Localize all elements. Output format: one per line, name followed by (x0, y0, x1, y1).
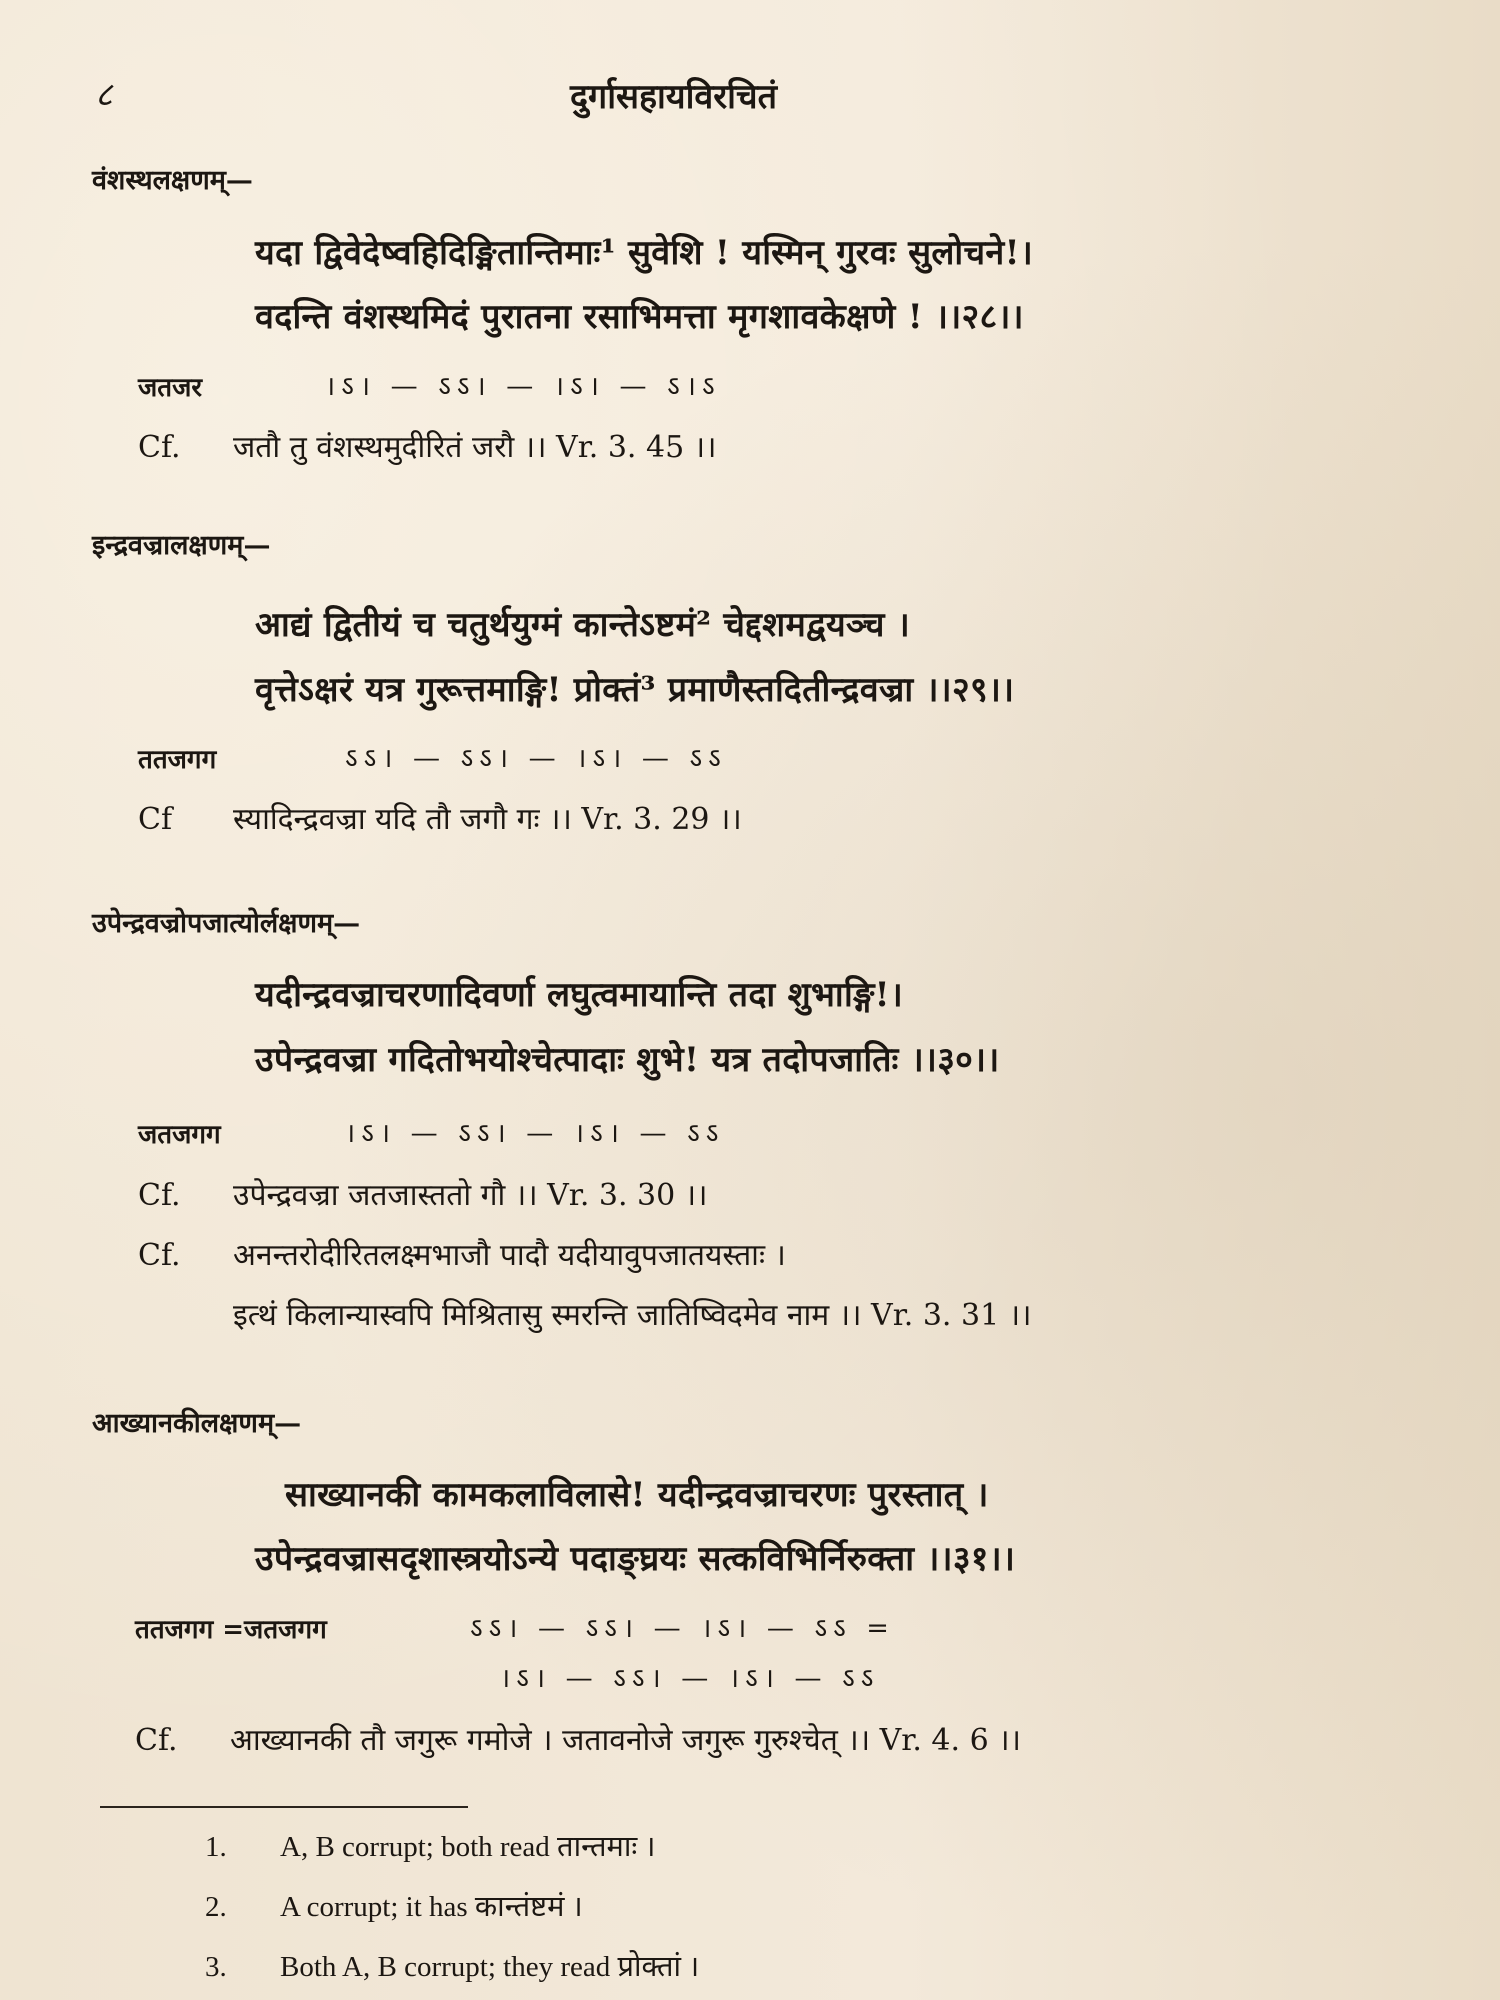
section-heading: वंशस्थलक्षणम्— (92, 165, 253, 196)
cf-line (138, 1173, 708, 1214)
scansion: ।ऽ। — ऽऽ। — ।ऽ। — ऽऽ (345, 1118, 725, 1149)
running-title: दुर्गासहायविरचितं (570, 77, 777, 117)
footnote-text: A corrupt; it has कान्तंष्टमं । (280, 1891, 583, 1923)
section-heading: इन्द्रवज्रालक्षणम्— (92, 530, 271, 561)
cf-line (233, 1293, 1031, 1334)
scansion: ।ऽ। — ऽऽ। — ।ऽ। — ऽ।ऽ (325, 371, 721, 402)
verse-line: उपेन्द्रवज्रासदृशास्त्रयोऽन्ये पदाङ्घ्रयः सत्कविभिर्निरुक्ता ।।३१।। (255, 1539, 1016, 1579)
cf-label: Cf. (138, 430, 181, 465)
cf-text: जतौ तु वंशस्थमुदीरितं जरौ ।। Vr. 3. 45 ।। (233, 430, 717, 465)
footnote (205, 1826, 656, 1865)
verse-line: वदन्ति वंशस्थमिदं पुरातना रसाभिमत्ता मृगशावकेक्षणे ! ।।२८।। (255, 297, 1024, 337)
verse-line: आद्यं द्वितीयं च चतुर्थयुग्मं कान्तेऽष्टमं² चेद्दशमद्वयञ्च । (255, 605, 911, 645)
cf-line (138, 1233, 786, 1274)
meter-label: ततजगग =जतजगग (135, 1615, 327, 1645)
cf-text: इत्थं किलान्यास्वपि मिश्रितासु स्मरन्ति जातिष्विदमेव नाम ।। Vr. 3. 31 ।। (233, 1298, 1032, 1333)
meter-label: ततजगग (138, 745, 217, 775)
scansion: ऽऽ। — ऽऽ। — ।ऽ। — ऽऽ (345, 743, 727, 774)
cf-line (135, 1718, 1021, 1759)
verse-line: साख्यानकी कामकलाविलासे! यदीन्द्रवज्राचरणः पुरस्तात् । (285, 1475, 989, 1515)
page-number: ८ (95, 75, 113, 115)
verse-line: यदीन्द्रवज्राचरणादिवर्णा लघुत्वमायान्ति तदा शुभाङ्गि!। (255, 975, 904, 1015)
footnote-number: 3. (205, 1951, 227, 1983)
section-heading: आख्यानकीलक्षणम्— (92, 1408, 302, 1439)
cf-label: Cf. (138, 1178, 181, 1213)
scansion: ऽऽ। — ऽऽ। — ।ऽ। — ऽऽ = (470, 1613, 895, 1644)
footnote-text: A, B corrupt; both read तान्तमाः । (280, 1831, 656, 1863)
cf-label: Cf. (135, 1723, 178, 1758)
footnote-number: 1. (205, 1831, 227, 1863)
footnote (205, 1946, 699, 1985)
verse-line: यदा द्विवेदेष्वहिदिङ्मितान्तिमाः¹ सुवेशि ! यस्मिन् गुरवः सुलोचने!। (255, 233, 1034, 273)
cf-line (138, 797, 742, 838)
scansion: ।ऽ। — ऽऽ। — ।ऽ। — ऽऽ (500, 1663, 880, 1694)
footnote-number: 2. (205, 1891, 227, 1923)
meter-label: जतजर (138, 373, 203, 403)
footnote-text: Both A, B corrupt; they read प्रोक्तां । (280, 1951, 700, 1983)
cf-label: Cf (138, 802, 173, 837)
verse-line: उपेन्द्रवज्रा गदितोभयोश्चेत्पादाः शुभे! यत्र तदोपजातिः ।।३०।। (255, 1040, 1000, 1080)
meter-label: जतजगग (138, 1120, 221, 1150)
cf-line (138, 425, 716, 466)
footnote (205, 1886, 583, 1925)
verse-line: वृत्तेऽक्षरं यत्र गुरूत्तमाङ्गि! प्रोक्तं³ प्रमाणैस्तदितीन्द्रवज्रा ।।२९।। (255, 670, 1015, 710)
cf-text: उपेन्द्रवज्रा जतजास्ततो गौ ।। Vr. 3. 30 ।। (233, 1178, 708, 1213)
cf-label: Cf. (138, 1238, 181, 1273)
cf-text: अनन्तरोदीरितलक्ष्मभाजौ पादौ यदीयावुपजातयस्ताः । (233, 1238, 786, 1273)
footnote-rule (100, 1806, 468, 1808)
section-heading: उपेन्द्रवज्रोपजात्योर्लक्षणम्— (92, 908, 361, 939)
cf-text: स्यादिन्द्रवज्रा यदि तौ जगौ गः ।। Vr. 3. 29 ।। (233, 802, 742, 837)
cf-text: आख्यानकी तौ जगुरू गमोजे । जतावनोजे जगुरू गुरुश्चेत् ।। Vr. 4. 6 ।। (230, 1723, 1021, 1758)
